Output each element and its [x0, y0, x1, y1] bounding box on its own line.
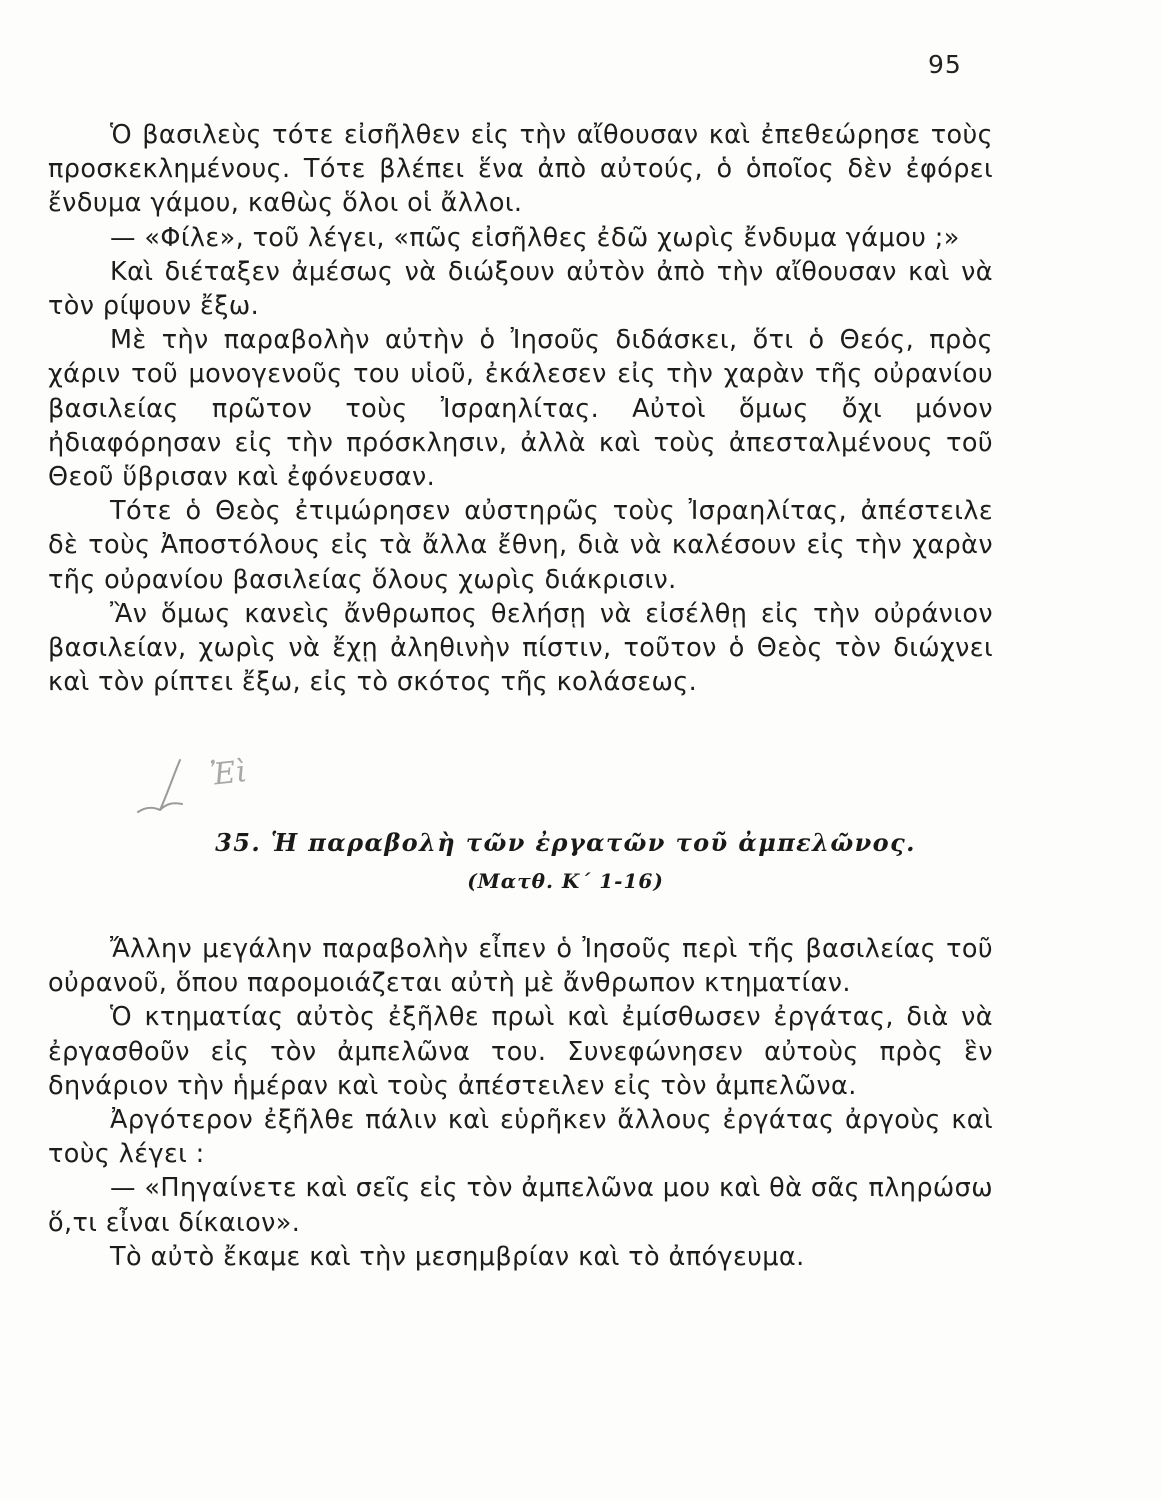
- page-number: 95: [928, 50, 962, 79]
- paragraph: Τότε ὁ Θεὸς ἐτιμώρησεν αὐστηρῶς τοὺς Ἰσραηλίτας, ἀπέστειλε δὲ τοὺς Ἀποστόλους εἰς τὰ ἄλλα ἔθνη, διὰ νὰ καλέσουν εἰς τὴν χαρὰν τῆς οὐρανίου βασιλείας ὅλους χωρὶς διάκρισιν.: [48, 496, 993, 595]
- paragraph: Μὲ τὴν παραβολὴν αὐτὴν ὁ Ἰησοῦς διδάσκει, ὅτι ὁ Θεός, πρὸς χάριν τοῦ μονογενοῦς του υἱοῦ, ἐκάλεσεν εἰς τὴν χαρὰν τῆς οὐρανίου βασιλείας πρῶτον τοὺς Ἰσραηλίτας. Αὐτοὶ ὅμως ὄχι μόνον ἠδιαφόρησαν εἰς τὴν πρόσκλησιν, ἀλλὰ καὶ τοὺς ἀπεσταλμένους τοῦ Θεοῦ ὕβρισαν καὶ ἐφόνευσαν.: [48, 325, 993, 493]
- section-2-title: 35. Ἡ παραβολὴ τῶν ἐργατῶν τοῦ ἀμπελῶνος.: [215, 828, 916, 857]
- handwritten-annotation: [130, 752, 370, 822]
- paragraph: Τὸ αὐτὸ ἔκαμε καὶ τὴν μεσημβρίαν καὶ τὸ ἀπόγευμα.: [110, 1241, 805, 1272]
- paragraph: — «Πηγαίνετε καὶ σεῖς εἰς τὸν ἀμπελῶνα μου καὶ θὰ σᾶς πληρώσω ὅ,τι εἶναι δίκαιον».: [48, 1173, 993, 1238]
- paragraph: Καὶ διέταξεν ἀμέσως νὰ διώξουν αὐτὸν ἀπὸ τὴν αἴθουσαν καὶ νὰ τὸν ρίψουν ἔξω.: [48, 256, 993, 322]
- paragraph: — «Φίλε», τοῦ λέγει, «πῶς εἰσῆλθες ἐδῶ χωρὶς ἔνδυμα γάμου ;»: [110, 222, 960, 253]
- pencil-mark-icon: [130, 752, 210, 822]
- paragraph: Ὁ κτηματίας αὐτὸς ἐξῆλθε πρωὶ καὶ ἐμίσθωσεν ἐργάτας, διὰ νὰ ἐργασθοῦν εἰς τὸν ἀμπελῶνα του. Συνεφώνησεν αὐτοὺς πρὸς ἓν δηνάριον τὴν ἡμέραν καὶ τοὺς ἀπέστειλεν εἰς τὸν ἀμπελῶνα.: [48, 1002, 993, 1101]
- section-2-reference: (Ματθ. Κ΄ 1-16): [467, 869, 664, 893]
- annotation-text: Ἐὶ: [208, 754, 250, 793]
- paragraph: Ἀργότερον ἐξῆλθε πάλιν καὶ εὑρῆκεν ἄλλους ἐργάτας ἀργοὺς καὶ τοὺς λέγει :: [48, 1105, 993, 1170]
- paragraph: Ἂν ὅμως κανεὶς ἄνθρωπος θελήσῃ νὰ εἰσέλθῃ εἰς τὴν οὐράνιον βασιλείαν, χωρὶς νὰ ἔχῃ ἀληθινὴν πίστιν, τοῦτον ὁ Θεὸς τὸν διώχνει καὶ τὸν ρίπτει ἔξω, εἰς τὸ σκότος τῆς κολάσεως.: [48, 598, 993, 698]
- section-2-text: [48, 932, 993, 1274]
- paragraph: Ὁ βασιλεὺς τότε εἰσῆλθεν εἰς τὴν αἴθουσαν καὶ ἐπεθεώρησε τοὺς προσκεκλημένους. Τότε βλέπει ἕνα ἀπὸ αὐτούς, ὁ ὁποῖος δὲν ἐφόρει ἔνδυμα γάμου, καθὼς ὅλοι οἱ ἄλλοι.: [48, 120, 993, 219]
- paragraph: Ἄλλην μεγάλην παραβολὴν εἶπεν ὁ Ἰησοῦς περὶ τῆς βασιλείας τοῦ οὐρανοῦ, ὅπου παρομοιάζεται αὐτὴ μὲ ἄνθρωπον κτηματίαν.: [48, 934, 993, 999]
- section-1-text: [48, 118, 993, 699]
